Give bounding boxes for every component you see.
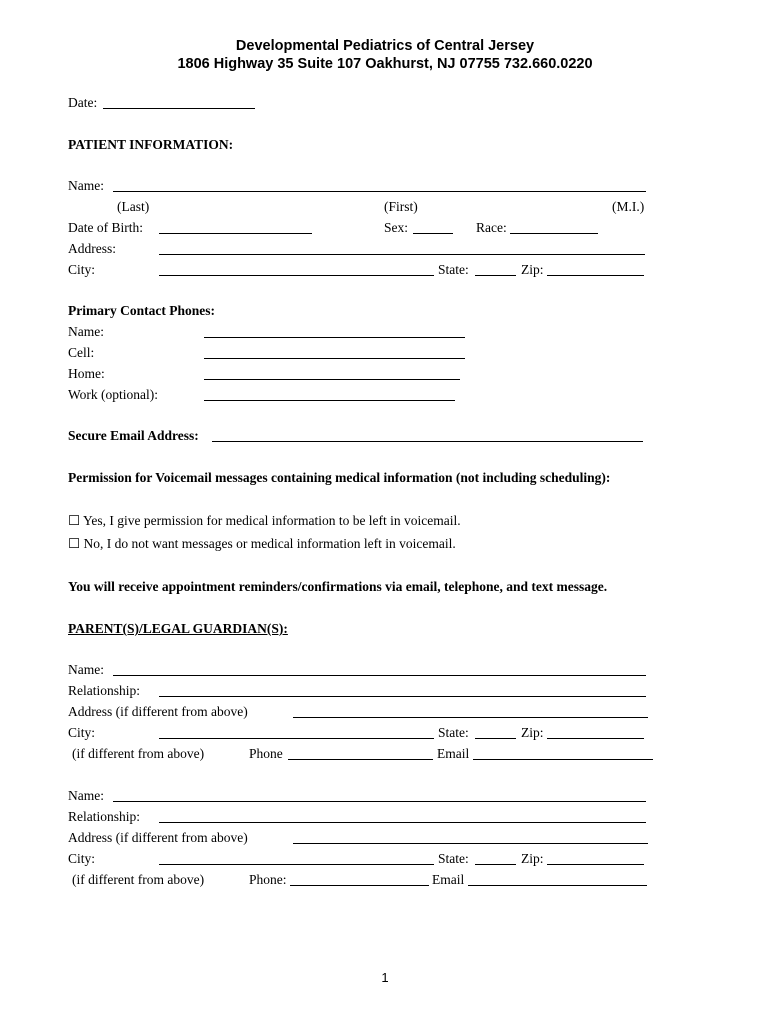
patient-zip-field[interactable]: [547, 262, 644, 276]
guardian2-different-label: (if different from above): [72, 872, 205, 887]
guardian2-phone-field[interactable]: [290, 872, 429, 886]
guardian1-phone-field[interactable]: [288, 746, 433, 760]
guardian2-city-label: City:: [68, 851, 96, 866]
patient-state-field[interactable]: [475, 262, 516, 276]
voicemail-no-label: No, I do not want messages or medical information left in voicemail.: [83, 536, 456, 551]
guardian2-state-field[interactable]: [475, 851, 516, 865]
guardian2-zip-label: Zip:: [521, 851, 544, 866]
guardian2-phone-label: Phone:: [249, 872, 287, 887]
race-label: Race:: [476, 220, 507, 235]
guardian2-email-label: Email: [432, 872, 465, 887]
page-number: 1: [381, 970, 389, 985]
guardian1-address-field[interactable]: [293, 704, 648, 718]
patient-address-label: Address:: [68, 241, 116, 256]
contact-name-field[interactable]: [204, 324, 465, 338]
secure-email-label: Secure Email Address:: [68, 428, 199, 443]
first-name-caption: (First): [384, 199, 418, 214]
dob-field[interactable]: [159, 220, 312, 234]
patient-name-field[interactable]: [113, 178, 646, 192]
contact-work-field[interactable]: [204, 387, 455, 401]
organization-address: 1806 Highway 35 Suite 107 Oakhurst, NJ 07755 732.660.0220: [177, 56, 593, 72]
contact-cell-label: Cell:: [68, 345, 95, 360]
guardian1-email-field[interactable]: [473, 746, 653, 760]
guardian1-state-field[interactable]: [475, 725, 516, 739]
contact-name-label: Name:: [68, 324, 104, 339]
guardian1-zip-label: Zip:: [521, 725, 544, 740]
voicemail-yes-label: Yes, I give permission for medical information to be left in voicemail.: [82, 513, 461, 528]
guardian1-name-field[interactable]: [113, 662, 646, 676]
guardian2-address-field[interactable]: [293, 830, 648, 844]
date-field[interactable]: [103, 95, 255, 109]
contact-phones-heading: Primary Contact Phones:: [68, 303, 215, 318]
middle-initial-caption: (M.I.): [612, 199, 645, 214]
guardian1-relationship-field[interactable]: [159, 683, 646, 697]
guardian1-email-label: Email: [437, 746, 470, 761]
contact-home-label: Home:: [68, 366, 105, 381]
patient-city-field[interactable]: [159, 262, 434, 276]
reminder-notice: You will receive appointment reminders/confirmations via email, telephone, and text message.: [68, 579, 608, 594]
guardian2-email-field[interactable]: [468, 872, 647, 886]
patient-name-label: Name:: [68, 178, 104, 193]
guardian1-name-label: Name:: [68, 662, 104, 677]
guardian2-relationship-label: Relationship:: [68, 809, 140, 824]
patient-city-label: City:: [68, 262, 96, 277]
patient-address-field[interactable]: [159, 241, 645, 255]
voicemail-permission-heading: Permission for Voicemail messages containing medical information (not including scheduling):: [68, 470, 611, 485]
secure-email-field[interactable]: [212, 428, 643, 442]
race-field[interactable]: [510, 220, 598, 234]
guardian1-different-label: (if different from above): [72, 746, 205, 761]
sex-field[interactable]: [413, 220, 453, 234]
guardian2-relationship-field[interactable]: [159, 809, 646, 823]
guardian1-state-label: State:: [438, 725, 469, 740]
checkbox-yes-icon[interactable]: ☐: [68, 513, 81, 528]
guardian2-city-field[interactable]: [159, 851, 434, 865]
guardian1-city-label: City:: [68, 725, 96, 740]
guardian1-city-field[interactable]: [159, 725, 434, 739]
patient-info-heading: PATIENT INFORMATION:: [68, 137, 234, 152]
patient-zip-label: Zip:: [521, 262, 544, 277]
guardians-heading: PARENT(S)/LEGAL GUARDIAN(S):: [68, 621, 288, 636]
guardian2-name-field[interactable]: [113, 788, 646, 802]
sex-label: Sex:: [384, 220, 409, 235]
guardian2-address-label: Address (if different from above): [68, 830, 248, 845]
guardian2-state-label: State:: [438, 851, 469, 866]
checkbox-no-icon[interactable]: ☐: [68, 536, 81, 551]
last-name-caption: (Last): [117, 199, 150, 214]
guardian2-zip-field[interactable]: [547, 851, 644, 865]
date-label: Date:: [68, 95, 98, 110]
contact-home-field[interactable]: [204, 366, 460, 380]
guardian1-relationship-label: Relationship:: [68, 683, 140, 698]
patient-state-label: State:: [438, 262, 469, 277]
voicemail-no-option[interactable]: [68, 536, 456, 552]
voicemail-yes-option[interactable]: [68, 513, 461, 529]
organization-name: Developmental Pediatrics of Central Jersey: [235, 38, 535, 54]
dob-label: Date of Birth:: [68, 220, 143, 235]
contact-cell-field[interactable]: [204, 345, 465, 359]
guardian2-name-label: Name:: [68, 788, 104, 803]
contact-work-label: Work (optional):: [68, 387, 159, 402]
guardian1-zip-field[interactable]: [547, 725, 644, 739]
guardian1-phone-label: Phone: [249, 746, 283, 761]
guardian1-address-label: Address (if different from above): [68, 704, 248, 719]
